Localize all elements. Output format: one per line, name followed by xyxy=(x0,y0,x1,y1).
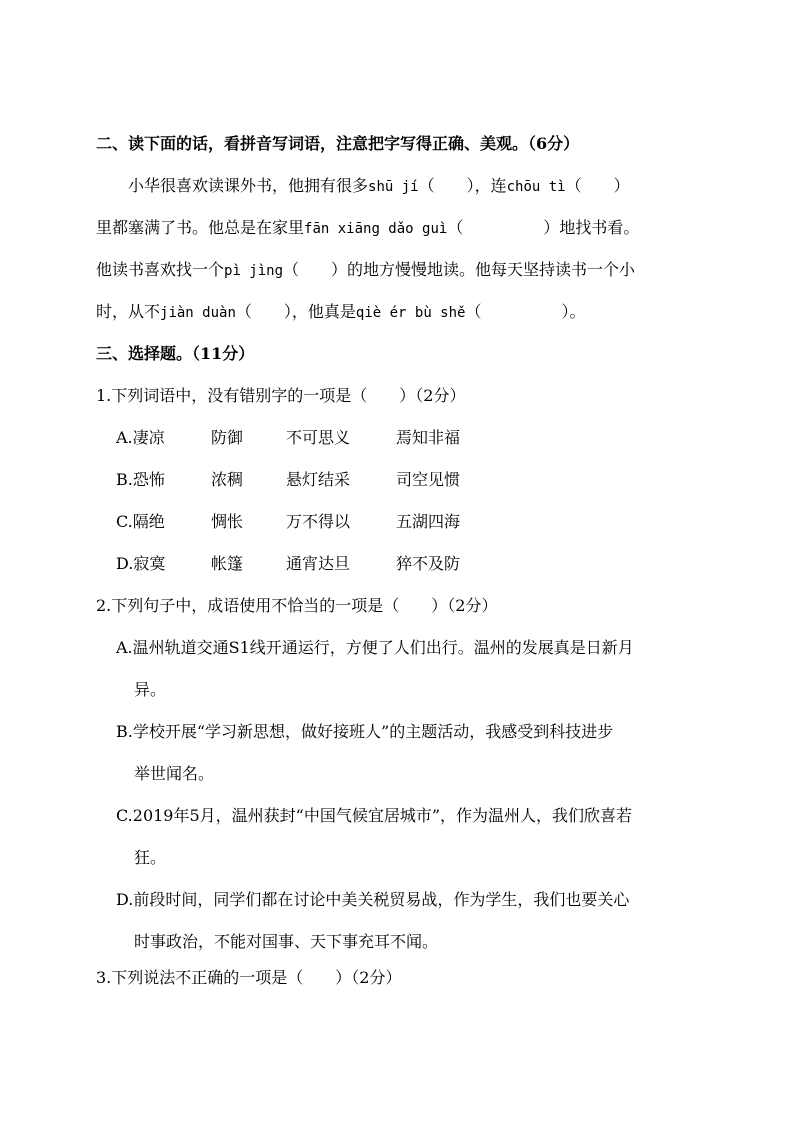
q1-a-word1: A.凄凉 xyxy=(116,428,165,447)
q1-a-word3: 不可思义 xyxy=(286,428,351,447)
text: （ ），连 xyxy=(418,176,507,195)
q1-c-word1: C.隔绝 xyxy=(116,512,165,531)
text: 小华很喜欢读课外书，他拥有很多 xyxy=(128,176,369,195)
q2-option-b-line1: B.学校开展“学习新思想，做好接班人”的主题活动，我感受到科技进步 xyxy=(116,722,614,741)
text: （ ），他真是 xyxy=(235,302,356,321)
pinyin-qie-er-bu-she: qiè ér bù shě xyxy=(355,305,466,321)
q1-b-word3: 悬灯结采 xyxy=(286,470,351,489)
q1-d-word4: 猝不及防 xyxy=(396,554,461,573)
q1-b-word1: B.恐怖 xyxy=(116,470,165,489)
q1-d-word3: 通宵达旦 xyxy=(286,554,351,573)
pinyin-shu-ji: shū jí xyxy=(368,179,419,195)
text: 他读书喜欢找一个 xyxy=(96,260,225,279)
q1-d-word2: 帐篷 xyxy=(211,554,244,573)
q1-a-word2: 防御 xyxy=(211,428,244,447)
section3-heading: 三、选择题。（11分） xyxy=(96,344,255,363)
text: 里都塞满了书。他总是在家里 xyxy=(96,218,305,237)
q2-option-c-line1: C.2019年5月，温州获封“中国气候宜居城市”，作为温州人，我们欣喜若 xyxy=(116,806,633,825)
q2-option-d-line2: 时事政治，不能对国事、天下事充耳不闻。 xyxy=(134,932,439,951)
section2-para-line4 xyxy=(96,300,585,325)
section2-para-line3 xyxy=(96,258,635,283)
section2-para-line2 xyxy=(96,216,639,241)
q1-c-word4: 五湖四海 xyxy=(396,512,461,531)
pinyin-jian-duan: jiàn duàn xyxy=(160,305,236,321)
q2-option-c-line2: 狂。 xyxy=(134,848,167,867)
q2-option-a-line1: A.温州轨道交通S1线开通运行，方便了人们出行。温州的发展真是日新月 xyxy=(116,638,634,657)
text: （ ）地找书看。 xyxy=(447,218,640,237)
q2-option-d-line1: D.前段时间，同学们都在讨论中美关税贸易战，作为学生，我们也要关心 xyxy=(116,890,630,909)
q1-d-word1: D.寂寞 xyxy=(116,554,166,573)
q1-b-word4: 司空见惯 xyxy=(396,470,461,489)
q1-c-word3: 万不得以 xyxy=(286,512,351,531)
q3-stem: 3.下列说法不正确的一项是（ ）（2分） xyxy=(96,968,402,987)
text: （ ）。 xyxy=(465,302,586,321)
q1-stem: 1.下列词语中，没有错别字的一项是（ ）（2分） xyxy=(96,386,466,405)
section2-para-line1 xyxy=(128,174,630,199)
q2-option-a-line2: 异。 xyxy=(134,680,167,699)
q2-option-b-line2: 举世闻名。 xyxy=(134,764,215,783)
pinyin-fan-xiang-dao-gui: fān xiāng dǎo guì xyxy=(304,221,448,237)
pinyin-chou-ti: chōu tì xyxy=(506,179,566,195)
text: （ ） xyxy=(565,176,630,195)
section2-heading: 二、读下面的话，看拼音写词语，注意把字写得正确、美观。（6分） xyxy=(96,134,580,153)
q2-stem: 2.下列句子中，成语使用不恰当的一项是（ ）（2分） xyxy=(96,596,498,615)
q1-b-word2: 浓稠 xyxy=(211,470,244,489)
q1-c-word2: 惆怅 xyxy=(211,512,244,531)
pinyin-pi-jing: pì jìng xyxy=(224,263,284,279)
text: 时，从不 xyxy=(96,302,161,321)
q1-a-word4: 焉知非福 xyxy=(396,428,461,447)
text: （ ）的地方慢慢地读。他每天坚持读书一个小 xyxy=(283,260,636,279)
